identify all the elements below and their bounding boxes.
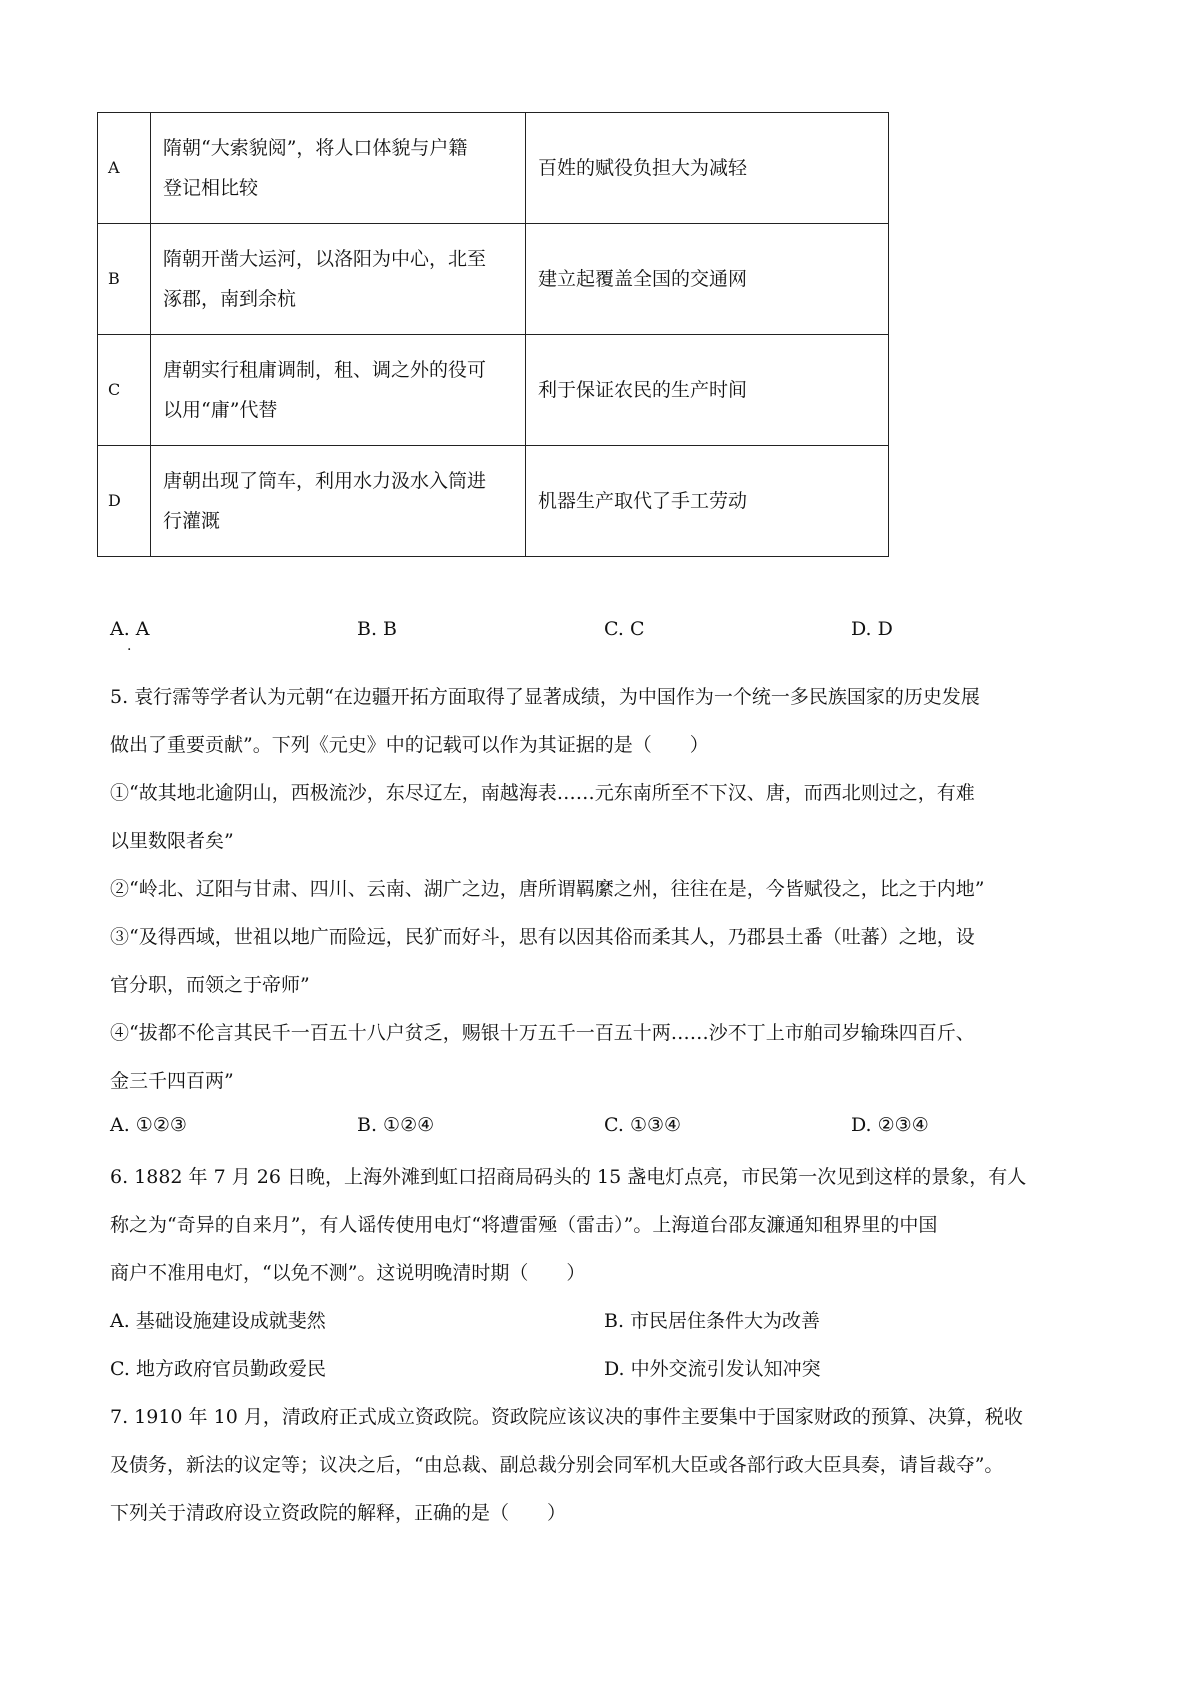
q5-item-line: ③“及得西域，世祖以地广而险远，民犷而好斗，思有以因其俗而柔其人，乃郡县土番（吐蕃）之地，设 [110,926,975,948]
description-line: 行灌溉 [163,510,221,532]
dot-mark: · [127,642,132,658]
row-letter: A [98,113,151,224]
q5-item-line: ④“拔都不伦言其民千一百五十八户贫乏，赐银十万五千一百五十两……沙不丁上市舶司岁输珠四百斤、 [110,1022,975,1044]
q4-option-a[interactable]: A. A [110,618,150,640]
table-row [98,446,889,557]
q6-option-d[interactable]: D. 中外交流引发认知冲突 [604,1358,821,1380]
row-result: 利于保证农民的生产时间 [526,335,889,446]
description-line: 涿郡，南到余杭 [163,288,297,310]
description-line: 登记相比较 [163,177,259,199]
q5-option-a[interactable]: A. ①②③ [110,1114,187,1136]
q5-stem-line: 做出了重要贡献”。下列《元史》中的记载可以作为其证据的是（ ） [110,734,709,756]
q5-item-line: 以里数限者矣” [110,830,234,852]
q5-item-line: ①“故其地北逾阴山，西极流沙，东尽辽左，南越海表……元东南所至不下汉、唐，而西北则过之，有难 [110,782,975,804]
description-line: 唐朝出现了筒车，利用水力汲水入筒进 [163,470,487,492]
row-description [151,113,526,224]
row-result: 建立起覆盖全国的交通网 [526,224,889,335]
row-letter: D [98,446,151,557]
q4-option-c[interactable]: C. C [604,618,645,640]
row-result: 百姓的赋役负担大为减轻 [526,113,889,224]
q6-stem-line: 称之为“奇异的自来月”，有人谣传使用电灯“将遭雷殛（雷击）”。上海道台邵友濂通知租界里的中国 [110,1214,938,1236]
q5-option-d[interactable]: D. ②③④ [851,1114,929,1136]
q5-item-line: ②“岭北、辽阳与甘肃、四川、云南、湖广之边，唐所谓羁縻之州，往往在是，今皆赋役之，比之于内地” [110,878,985,900]
table-row [98,113,889,224]
q5-item-line: 金三千四百两” [110,1070,234,1092]
q4-option-b[interactable]: B. B [357,618,398,640]
q6-option-c[interactable]: C. 地方政府官员勤政爱民 [110,1358,326,1380]
q7-stem-line: 7. 1910 年 10 月，清政府正式成立资政院。资政院应该议决的事件主要集中于国家财政的预算、决算，税收 [110,1406,1023,1428]
q7-stem-line: 下列关于清政府设立资政院的解释，正确的是（ ） [110,1502,567,1524]
description-line: 隋朝开凿大运河，以洛阳为中心，北至 [163,248,487,270]
row-description [151,224,526,335]
row-description [151,335,526,446]
table-row [98,224,889,335]
row-result: 机器生产取代了手工劳动 [526,446,889,557]
q6-option-a[interactable]: A. 基础设施建设成就斐然 [110,1310,326,1332]
q5-item-line: 官分职，而领之于帝师” [110,974,310,996]
description-line: 隋朝“大索貌阅”，将人口体貌与户籍 [163,137,468,159]
q4-option-d[interactable]: D. D [851,618,893,640]
row-letter: B [98,224,151,335]
q5-stem-line: 5. 袁行霈等学者认为元朝“在边疆开拓方面取得了显著成绩，为中国作为一个统一多民族国家的历史发展 [110,686,980,708]
description-line: 唐朝实行租庸调制，租、调之外的役可 [163,359,487,381]
question-4-table [97,112,889,557]
q5-option-b[interactable]: B. ①②④ [357,1114,435,1136]
description-line: 以用“庸”代替 [163,399,278,421]
q6-stem-line: 6. 1882 年 7 月 26 日晚，上海外滩到虹口招商局码头的 15 盏电灯点亮，市民第一次见到这样的景象，有人 [110,1166,1027,1188]
q6-option-b[interactable]: B. 市民居住条件大为改善 [604,1310,821,1332]
q6-stem-line: 商户不准用电灯，“以免不测”。这说明晚清时期（ ） [110,1262,586,1284]
q7-stem-line: 及债务，新法的议定等；议决之后，“由总裁、副总裁分别会同军机大臣或各部行政大臣具奏，请旨裁夺”。 [110,1454,1004,1476]
q5-option-c[interactable]: C. ①③④ [604,1114,682,1136]
row-letter: C [98,335,151,446]
row-description [151,446,526,557]
table-row [98,335,889,446]
